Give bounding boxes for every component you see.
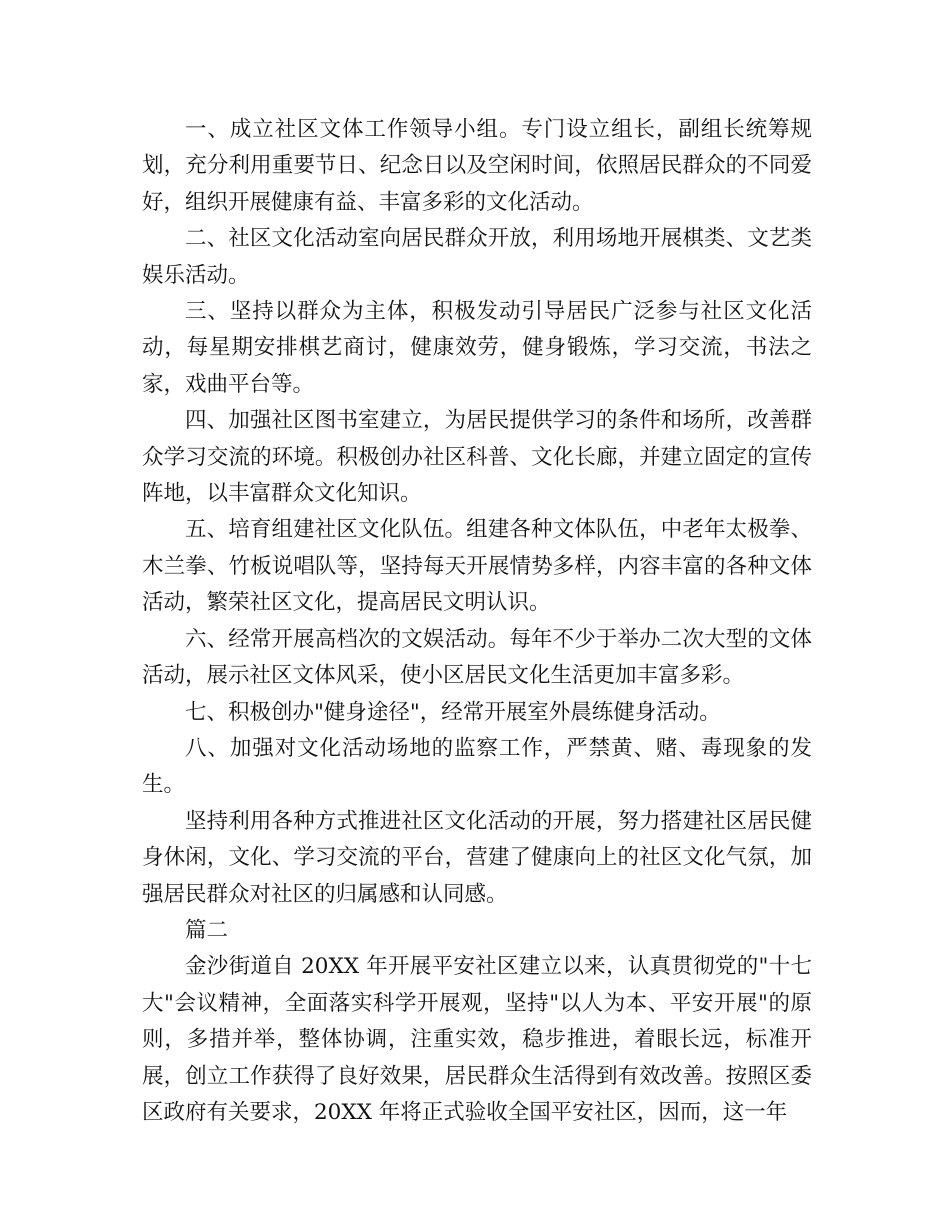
paragraph-6: 六、经常开展高档次的文娱活动。每年不少于举办二次大型的文体活动，展示社区文体风采，使小区居民文化生活更加丰富多彩。 [142,626,812,689]
paragraph-1: 一、成立社区文体工作领导小组。专门设立组长，副组长统筹规划，充分利用重要节日、纪念日以及空闲时间，依照居民群众的不同爱好，组织开展健康有益、丰富多彩的文化活动。 [142,117,812,215]
paragraph-8: 八、加强对文化活动场地的监察工作，严禁黄、赌、毒现象的发生。 [142,735,812,798]
paragraph-2: 二、社区文化活动室向居民群众开放，利用场地开展棋类、文艺类娱乐活动。 [142,226,812,288]
paragraph-4: 四、加强社区图书室建立，为居民提供学习的条件和场所，改善群众学习交流的环境。积极创办社区科普、文化长廊，并建立固定的宣传阵地，以丰富群众文化知识。 [142,408,812,507]
paragraph-7: 七、积极创办"健身途径"，经常开展室外晨练健身活动。 [185,699,721,725]
section-paragraph: 金沙街道自 20XX 年开展平安社区建立以来，认真贯彻党的"十七大"会议精神，全面落实科学开展观，坚持"以人为本、平安开展"的原则，多措并举，整体协调，注重实效，稳步推进，着眼长远，标准开展，创立工作获得了良好效果，居民群众生活得到有效改善。按照区委区政府有关要求，20XX 年将正式验收全国平安社区，因而，这一年 [142,954,812,1125]
paragraph-5: 五、培育组建社区文化队伍。组建各种文体队伍，中老年太极拳、木兰拳、竹板说唱队等，坚持每天开展情势多样，内容丰富的各种文体活动，繁荣社区文化，提高居民文明认识。 [142,517,812,616]
paragraph-9: 坚持利用各种方式推进社区文化活动的开展，努力搭建社区居民健身休闲，文化、学习交流的平台，营建了健康向上的社区文化气氛，加强居民群众对社区的归属感和认同感。 [142,808,812,907]
paragraph-3: 三、坚持以群众为主体，积极发动引导居民广泛参与社区文化活动，每星期安排棋艺商讨，健康效劳，健身锻炼，学习交流，书法之家，戏曲平台等。 [142,299,812,397]
section-heading: 篇二 [185,917,229,943]
document-body [142,112,812,1131]
